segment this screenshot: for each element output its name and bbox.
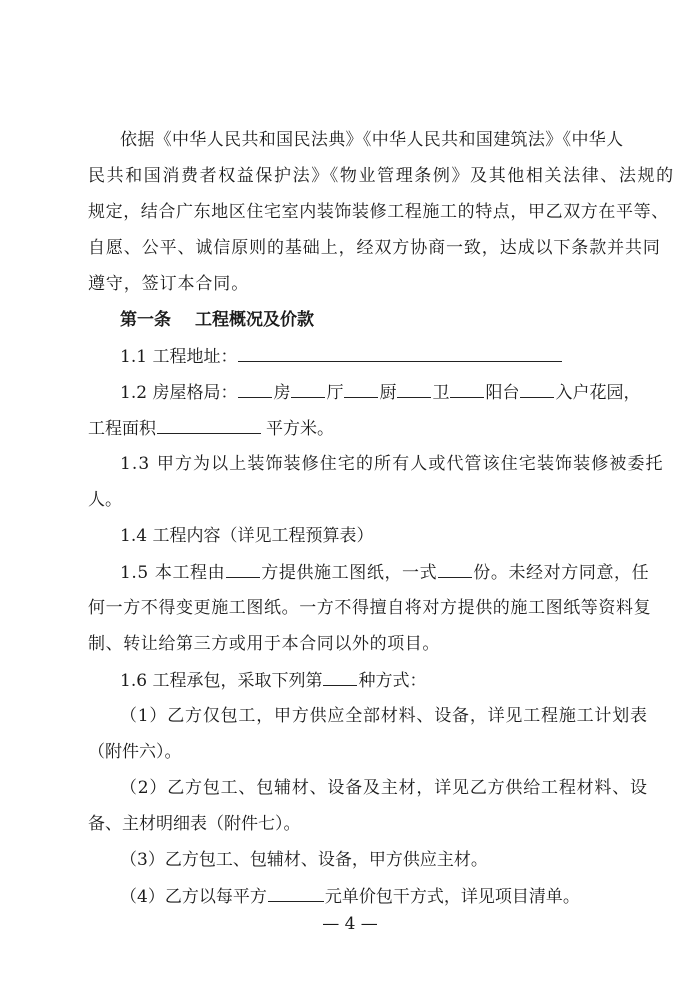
- drawing-provider-blank[interactable]: [226, 560, 260, 578]
- clause-1-4: 1.4 工程内容（详见工程预算表）: [120, 526, 374, 546]
- option-4-part-2: 元单价包干方式，详见项目清单。: [324, 887, 580, 907]
- area-label: 工程面积: [88, 419, 156, 439]
- contract-method-blank[interactable]: [323, 668, 357, 686]
- clause-1-2-area: [88, 416, 700, 452]
- clause-1-5-part-2: 方提供施工图纸，一式: [261, 563, 438, 583]
- clause-1-5-line-2: 何一方不得变更施工图纸。一方不得擅自将对方提供的施工图纸等资料复: [88, 598, 652, 618]
- preamble-line-2: 民共和国消费者权益保护法》《物业管理条例》及其他相关法律、法规的: [88, 166, 675, 186]
- clause-1-6: [120, 668, 700, 704]
- clause-1-3-line-2: 人。: [88, 490, 122, 510]
- option-1-line-2: （附件六）。: [88, 742, 182, 762]
- option-4-part-1: （4）乙方以每平方: [120, 887, 267, 907]
- clause-1-6-part-2: 种方式：: [358, 671, 427, 691]
- page-number: — 4 —: [322, 914, 378, 934]
- preamble-line-4: 自愿、公平、诚信原则的基础上，经双方协商一致，达成以下条款并共同: [88, 238, 661, 258]
- option-2-line-2: 备、主材明细表（附件七）。: [88, 814, 301, 834]
- clause-1-5-line-1: [120, 560, 700, 596]
- hall-count-blank[interactable]: [291, 380, 325, 398]
- kitchen-label: 厨: [379, 383, 397, 403]
- article-1-number: 第一条: [120, 310, 171, 330]
- balcony-label: 阳台: [485, 383, 520, 403]
- clause-1-1: [120, 344, 700, 380]
- preamble-line-3: 规定，结合广东地区住宅室内装饰装修工程施工的特点，甲乙双方在平等、: [88, 202, 669, 222]
- option-1-line-1: （1）乙方仅包工，甲方供应全部材料、设备，详见工程施工计划表: [120, 706, 648, 726]
- clause-1-5-part-1: 1.5 本工程由: [120, 563, 226, 583]
- clause-1-2-label: 1.2 房屋格局：: [120, 383, 238, 403]
- article-1-heading: [120, 308, 700, 344]
- area-unit: 平方米。: [266, 419, 334, 439]
- preamble-line-1: 依据《中华人民共和国民法典》《中华人民共和国建筑法》《中华人: [120, 130, 624, 150]
- clause-1-3-line-1: 1.3 甲方为以上装饰装修住宅的所有人或代管该住宅装饰装修被委托: [120, 454, 664, 474]
- bathroom-label: 卫: [432, 383, 450, 403]
- kitchen-count-blank[interactable]: [344, 380, 378, 398]
- project-address-blank[interactable]: [238, 344, 562, 362]
- unit-price-blank[interactable]: [268, 884, 324, 902]
- entrance-garden-count-blank[interactable]: [520, 380, 554, 398]
- area-blank[interactable]: [157, 416, 261, 434]
- preamble-line-5: 遵守，签订本合同。: [88, 274, 250, 294]
- clause-1-5-line-3: 制、转让给第三方或用于本合同以外的项目。: [88, 634, 440, 654]
- article-1-title: 工程概况及价款: [195, 310, 314, 330]
- balcony-count-blank[interactable]: [450, 380, 484, 398]
- clause-1-6-part-1: 1.6 工程承包，采取下列第: [120, 671, 323, 691]
- clause-1-5-part-3: 份。未经对方同意，任: [473, 563, 650, 583]
- option-2-line-1: （2）乙方包工、包辅材、设备及主材，详见乙方供给工程材料、设: [120, 778, 648, 798]
- option-3-line-1: （3）乙方包工、包辅材、设备，甲方供应主材。: [120, 850, 488, 870]
- room-count-blank[interactable]: [238, 380, 272, 398]
- bathroom-count-blank[interactable]: [397, 380, 431, 398]
- copy-count-blank[interactable]: [438, 560, 472, 578]
- entrance-garden-label: 入户花园，: [555, 383, 641, 403]
- clause-1-2: [120, 380, 700, 416]
- room-label: 房: [273, 383, 291, 403]
- clause-1-1-label: 1.1 工程地址：: [120, 347, 238, 367]
- hall-label: 厅: [326, 383, 344, 403]
